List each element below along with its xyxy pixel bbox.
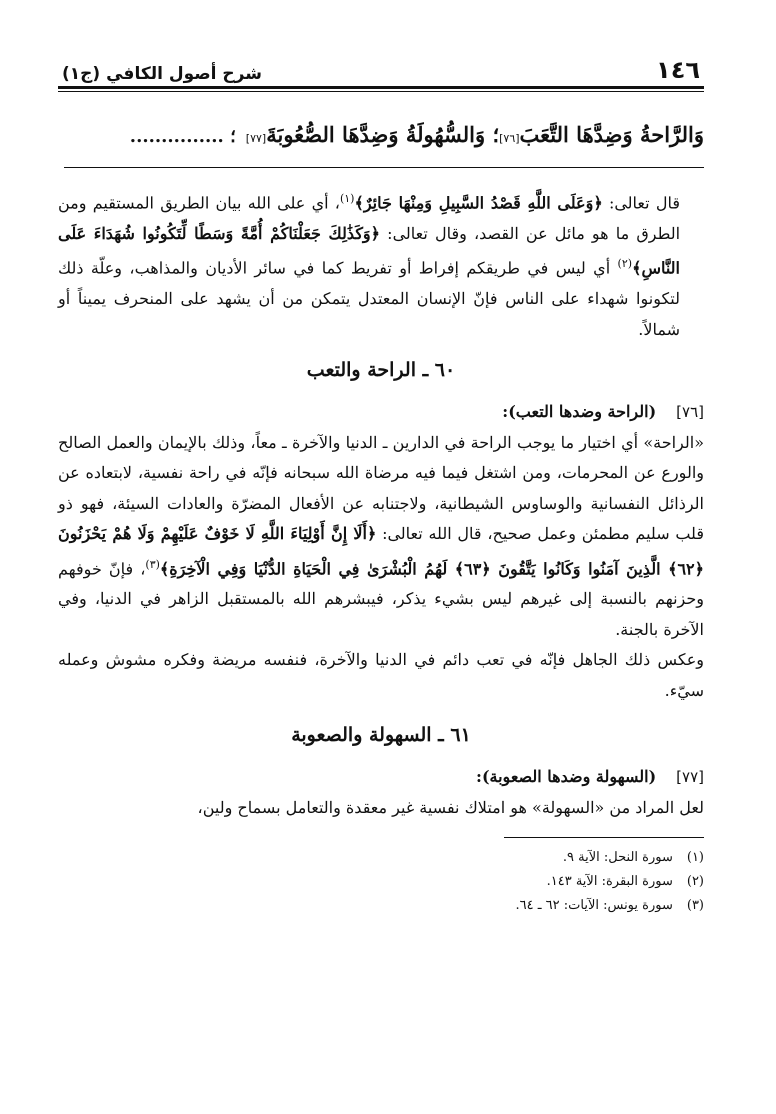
footnote: (٢) سورة البقرة: الآية ١٤٣.: [546, 874, 704, 890]
topic-ref-77: [٧٧]: [245, 132, 267, 145]
topic-continuation-dots: ؛ ...............: [129, 126, 236, 147]
entry-number: [٧٦]: [676, 403, 704, 422]
section-title-60: ٦٠ ـ الراحة والتعب: [306, 359, 456, 382]
entry-number: [٧٧]: [676, 768, 704, 787]
section60-paragraph-2: وعكس ذلك الجاهل فإنّه في تعب دائم في الدنيا والآخرة، فنفسه مريضة وفكره مشوش وعمله سيّء.: [58, 650, 704, 700]
entry-title: (السهولة وضدها الصعوبة):: [476, 767, 657, 787]
header-rule-thin: [58, 91, 704, 92]
footnote-ref: (٣): [145, 557, 160, 571]
footnote-ref: (١): [339, 192, 355, 205]
footnote-rule: [504, 837, 704, 838]
footnote: (٣) سورة يونس: الآيات: ٦٢ ـ ٦٤.: [515, 898, 704, 914]
quran-verse: ﴿وَعَلَى اللَّهِ قَصْدُ السَّبِيلِ وَمِنْهَا جَائِرٌ﴾: [354, 193, 603, 213]
footnote: (١) سورة النحل: الآية ٩.: [562, 850, 704, 866]
book-title: شرح أصول الكافي (ج١): [62, 64, 262, 84]
topic-rule: [64, 167, 704, 168]
section60-paragraph-1: «الراحة» أي اختيار ما يوجب الراحة في الدارين ـ الدنيا والآخرة ـ معاً، وذلك بالإيمان والعمل الصالح والورع عن المحرمات، ومن اشتغل فيما فيه مرضاة الله سبحانه فإنّه في راحة نفسية، لابتعاده عن الرذائل النفسانية والوساوس الشيطانية، ولاجتنابه عن الأفعال المضرّة والعادات السيئة، فهو ذو قلب سليم مطمئن وعمل صحيح، قال الله تعالى: ﴿أَلَا إِنَّ أَوْلِيَاءَ اللَّهِ لَا خَوْفٌ عَلَيْهِمْ وَلَا هُمْ يَحْزَنُونَ ﴿٦٢﴾ الَّذِينَ آمَنُوا وَكَانُوا يَتَّقُونَ ﴿٦٣﴾ لَهُمُ الْبُشْرَىٰ فِي الْحَيَاةِ الدُّنْيَا وَفِي الْآخِرَةِ﴾$^{(٣)}$، فإنّ خوفهم وحزنهم بالنسبة إلى غيرهم ليس بشيء يذكر، فيبشرهم الله بالمستقبل الزاهر في الدنيا، وفي الآخرة بالجنة.: [58, 432, 705, 639]
entry-title: (الراحة وضدها التعب):: [502, 402, 657, 422]
quran-verse: ﴿وَكَذَٰلِكَ جَعَلْنَاكُمْ أُمَّةً وَسَطًا لِّتَكُونُوا شُهَدَاءَ عَلَى النَّاسِ﴾: [58, 223, 680, 278]
entry-heading-77: [58, 762, 704, 793]
section61-paragraph-1: لعل المراد من «السهولة» هو امتلاك نفسية غير معقدة والتعامل بسماح ولين،: [197, 797, 704, 817]
intro-paragraph: قال تعالى: ﴿وَعَلَى اللَّهِ قَصْدُ السَّبِيلِ وَمِنْهَا جَائِرٌ﴾$^{(١)}$، أي على الله بيان الطريق المستقيم ومن الطرق ما هو مائل عن القصد، وقال تعالى: ﴿وَكَذَٰلِكَ جَعَلْنَاكُمْ أُمَّةً وَسَطًا لِّتَكُونُوا شُهَدَاءَ عَلَى النَّاسِ﴾$^{(٢)}$ أي ليس في طريقكم إفراط أو تفريط كما في سائر الأديان والمذاهب، وعلّة ذلك لتكونوا شهداء على الناس فإنّ الإنسان المعتدل يتمكن من أن يشهد على المنحرف يميناً أو شمالاً.: [58, 192, 681, 339]
quran-verse: ﴿أَلَا إِنَّ أَوْلِيَاءَ اللَّهِ لَا خَوْفٌ عَلَيْهِمْ وَلَا هُمْ يَحْزَنُونَ ﴿٦٢﴾ الَّذِينَ آمَنُوا وَكَانُوا يَتَّقُونَ ﴿٦٣﴾ لَهُمُ الْبُشْرَىٰ فِي الْحَيَاةِ الدُّنْيَا وَفِي الْآخِرَةِ﴾: [58, 524, 705, 578]
topic-rest-fatigue: وَالرَّاحةُ وَضِدَّهَا التَّعَبَ: [519, 122, 704, 147]
header-rule: [58, 86, 704, 89]
hadith-topic-line: [58, 122, 704, 147]
topic-ref-76: [٧٦]: [499, 132, 520, 145]
book-page: [58, 40, 704, 1080]
running-header: [58, 40, 704, 84]
footnotes: [58, 846, 704, 918]
section-title-61: ٦١ ـ السهولة والصعوبة: [291, 724, 471, 747]
topic-ease-difficulty: ؛ وَالسُّهُولَةُ وَضِدَّهَا الصُّعُوبَةَ: [266, 122, 500, 147]
footnote-ref: (٢): [617, 257, 633, 271]
entry-heading-76: [58, 397, 704, 428]
page-number: ١٤٦: [656, 56, 700, 84]
